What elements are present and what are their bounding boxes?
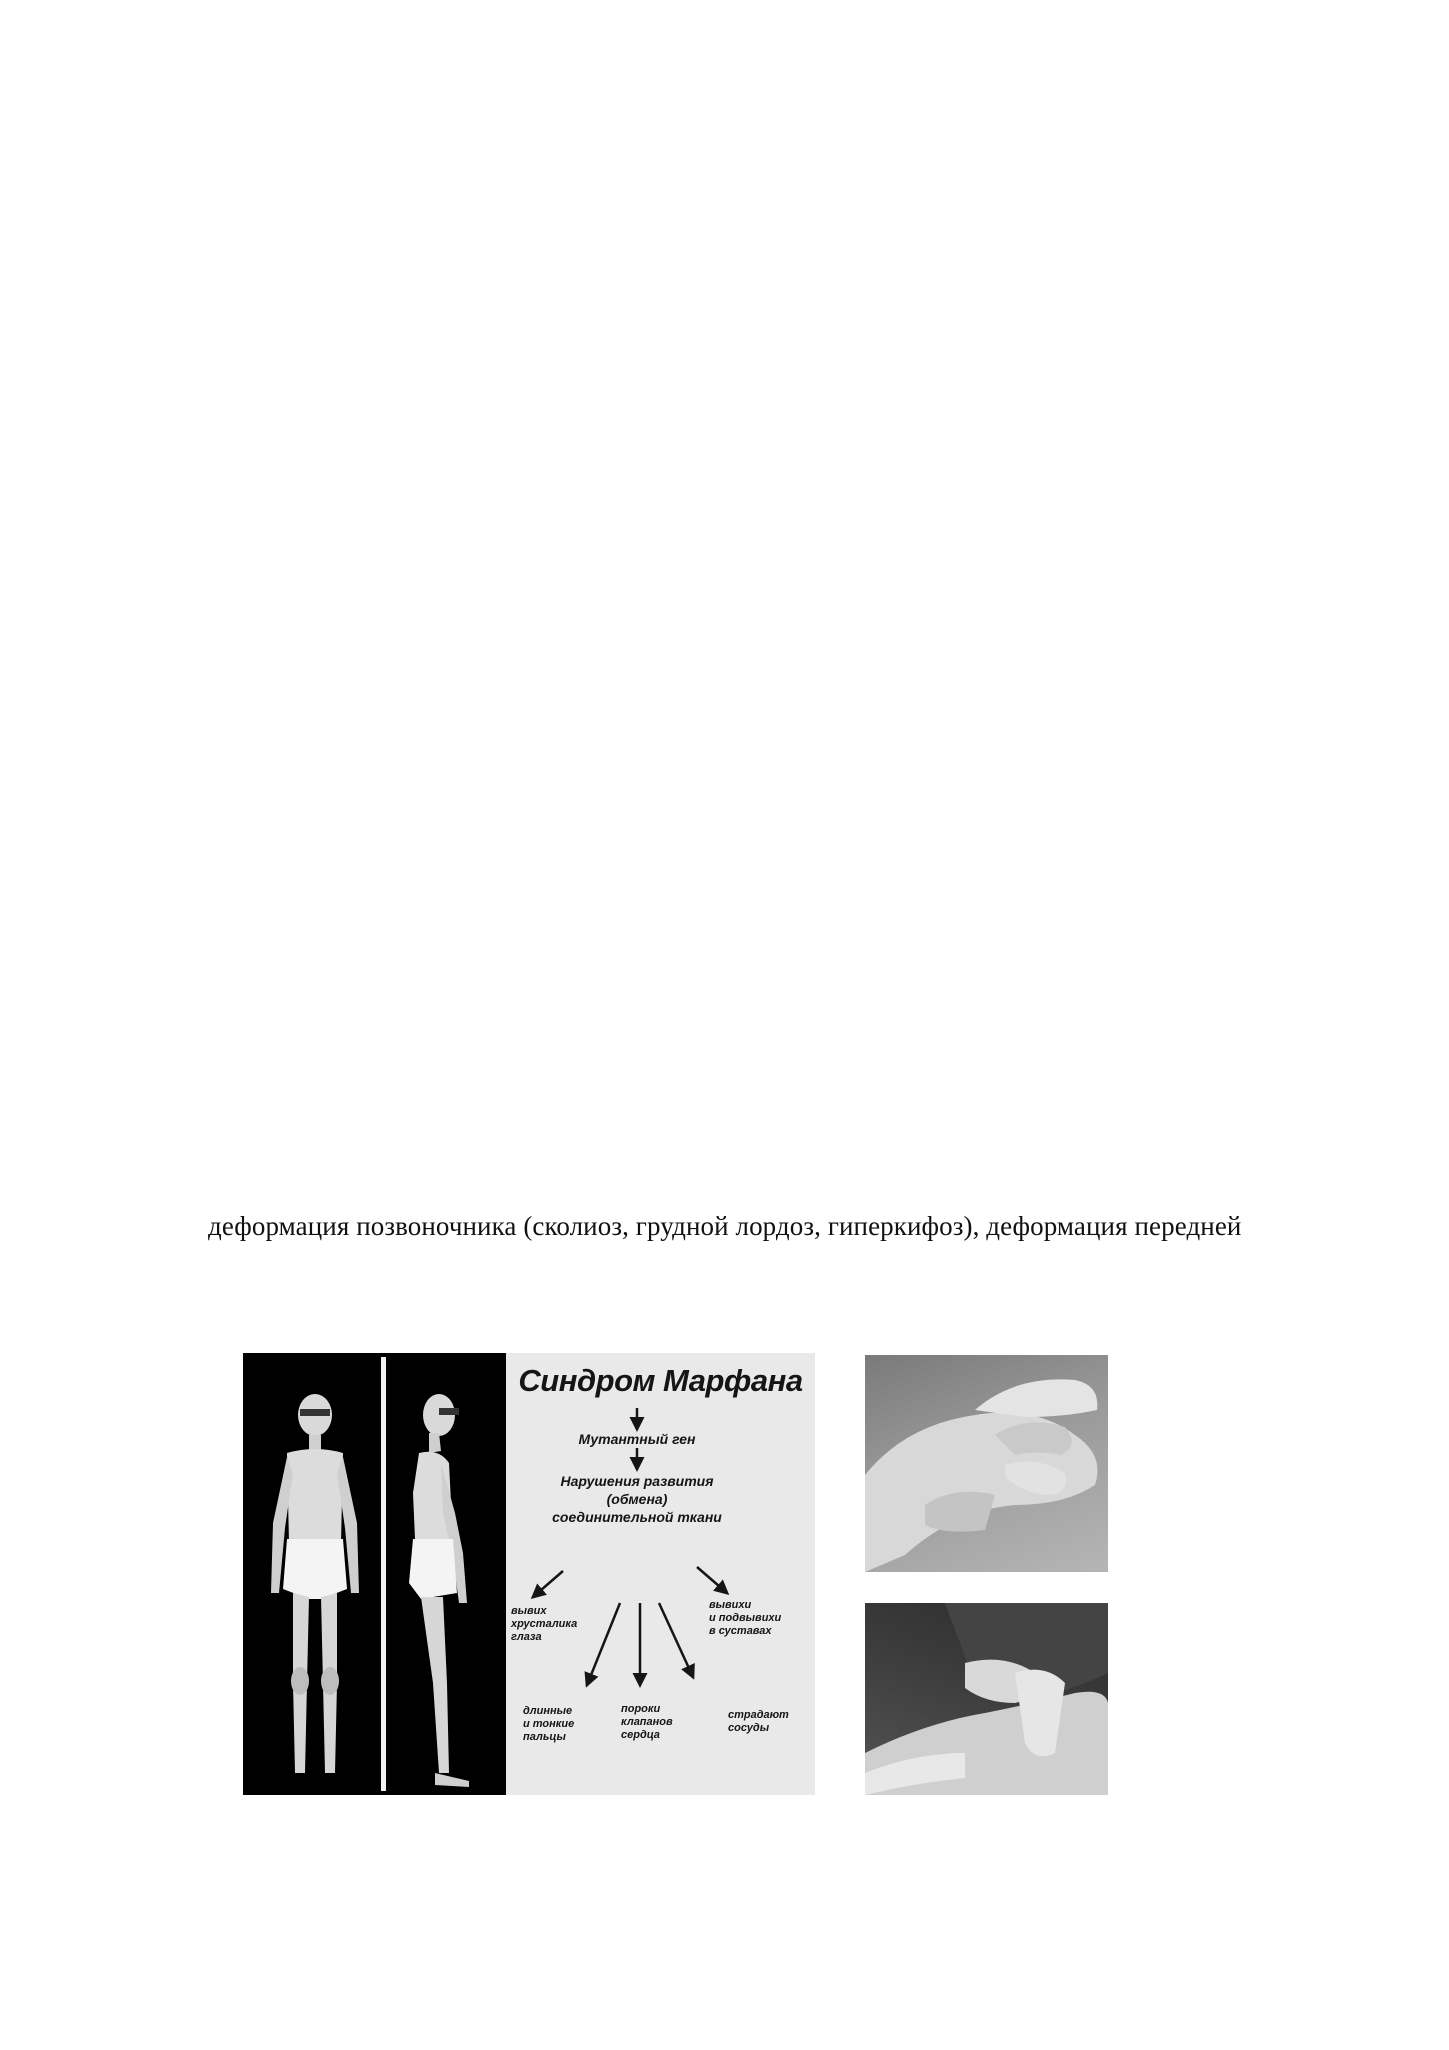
node-disorder-line-2: (обмена): [606, 1491, 668, 1507]
leaf-fingers-line-3: пальцы: [523, 1731, 566, 1743]
diagram-title: Синдром Марфана: [518, 1363, 803, 1398]
arrow-to-fingers: [587, 1603, 620, 1685]
arrow-to-joints: [697, 1567, 727, 1593]
node-mutant-gene: Мутантный ген: [578, 1431, 696, 1447]
node-disorder-line-3: соединительной ткани: [552, 1509, 722, 1525]
leaf-lens-line-2: хрусталика: [511, 1618, 578, 1630]
leaf-joints-line-1: вывихи: [709, 1599, 752, 1611]
marfan-syndrome-figure: [243, 1353, 815, 1795]
leaf-vessels: [728, 1709, 789, 1735]
leaf-valves-line-2: клапанов: [621, 1716, 673, 1728]
leaf-valves-line-1: пороки: [621, 1703, 661, 1715]
leaf-valves-line-3: сердца: [621, 1729, 660, 1741]
body-text-line: деформация позвоночника (сколиоз, грудной лордоз, гиперкифоз), деформация передней: [208, 1211, 1242, 1241]
leaf-lens-line-3: глаза: [511, 1631, 542, 1643]
arrow-to-vessels: [659, 1603, 693, 1677]
hand-wrist-sign-photo: [865, 1355, 1108, 1572]
leaf-joints-line-2: и подвывихи: [709, 1612, 782, 1624]
leaf-joint-dislocations: [709, 1599, 781, 1638]
leaf-long-fingers: [523, 1705, 574, 1744]
leaf-vessels-line-2: сосуды: [728, 1722, 770, 1734]
leaf-fingers-line-2: и тонкие: [523, 1718, 575, 1730]
leaf-lens-dislocation: [511, 1605, 577, 1644]
leaf-joints-line-3: в суставах: [709, 1625, 772, 1637]
leaf-fingers-line-1: длинные: [523, 1705, 573, 1717]
arrow-to-lens: [533, 1571, 563, 1597]
hand-thumb-sign-photo: [865, 1603, 1108, 1795]
leaf-heart-valves: [621, 1703, 673, 1742]
node-disorder-line-1: Нарушения развития: [560, 1473, 714, 1489]
leaf-vessels-line-1: страдают: [728, 1709, 789, 1721]
leaf-lens-line-1: вывих: [511, 1605, 547, 1617]
